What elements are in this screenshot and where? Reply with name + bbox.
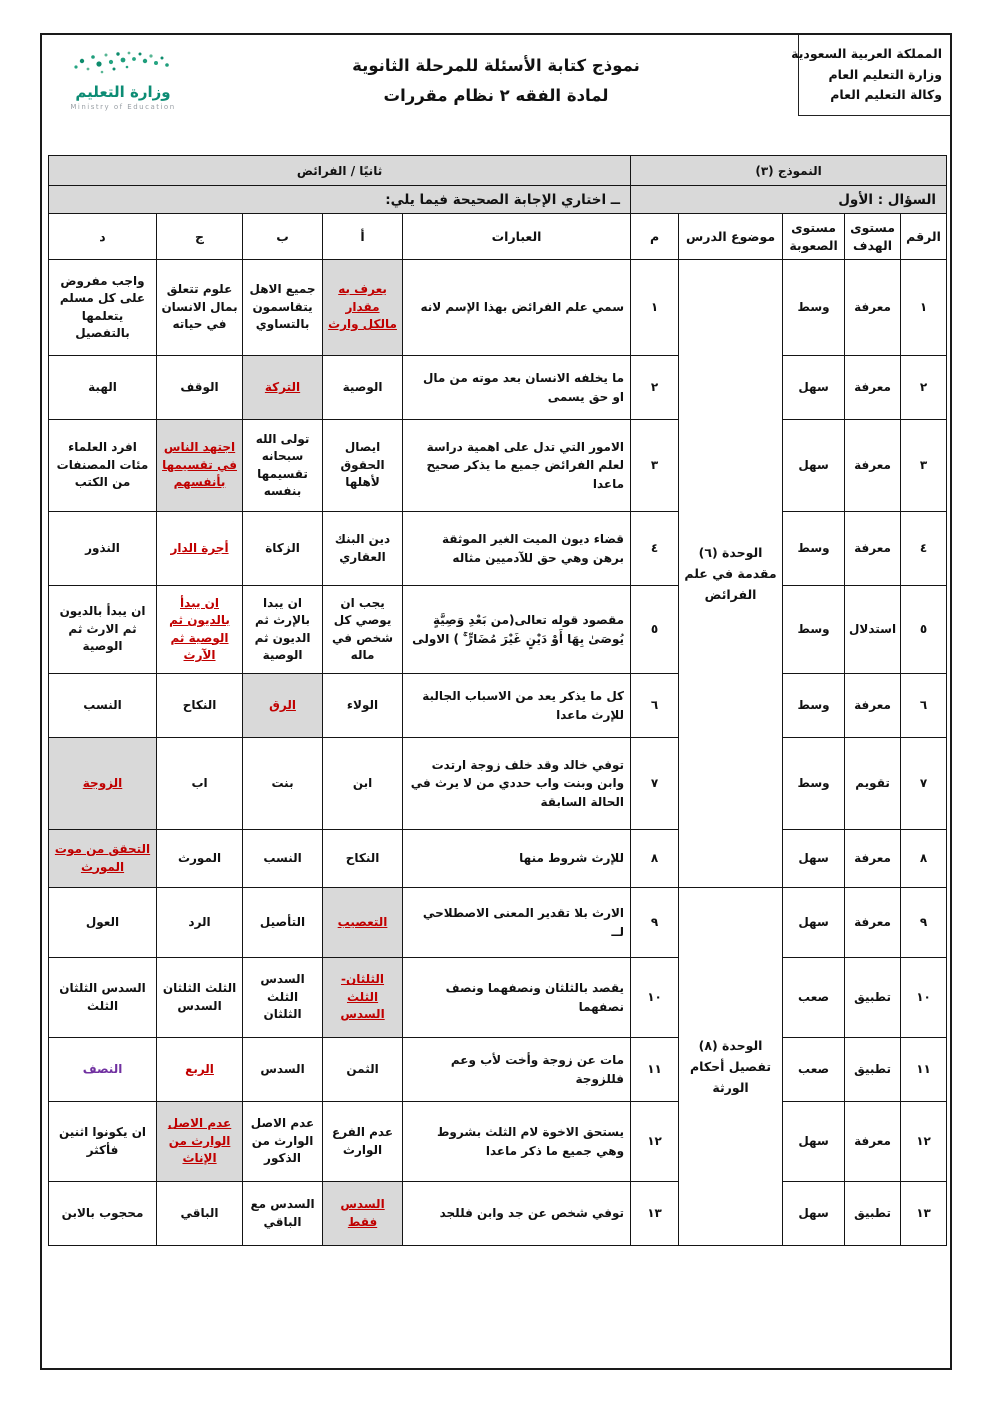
- option-c-cell: [157, 420, 243, 512]
- option-b-cell: [243, 738, 323, 830]
- option-text: ان يبدأ بالديون ثم الوصية ثم الآرث: [169, 595, 230, 662]
- option-text: الهبة: [88, 379, 117, 394]
- option-text: السدس فقط: [340, 1197, 385, 1229]
- option-a-cell: [323, 674, 403, 738]
- model-band-row: [49, 156, 947, 186]
- col-header-option-c: ج: [157, 214, 243, 260]
- statement-cell: قضاء ديون الميت الغير الموثقة برهن وهي حق للآدميين مثاله: [403, 512, 631, 586]
- row-number-cell: ٧: [901, 738, 947, 830]
- option-text: النصف: [82, 1061, 123, 1076]
- option-d-cell: [49, 738, 157, 830]
- option-text: النكاح: [182, 697, 217, 712]
- option-text: الوقف: [180, 379, 219, 394]
- option-c-cell: [157, 1038, 243, 1102]
- statement-cell: مقصود قوله تعالى(من بَعْدِ وَصِيَّةٍ يُوصَىٰ بِهَا أَوْ دَيْنٍ غَيْرَ مُضَارٍّ ۚ ) الاولى: [403, 586, 631, 674]
- difficulty-cell: وسط: [783, 586, 845, 674]
- row-number-cell: ٦: [901, 674, 947, 738]
- question-row: [49, 888, 947, 958]
- option-text: الرق: [269, 697, 296, 712]
- option-text: دين البنك العقاري: [334, 532, 391, 564]
- difficulty-cell: وسط: [783, 260, 845, 356]
- question-rows: [49, 260, 947, 1246]
- option-text: أجرة الدار: [170, 540, 229, 555]
- option-d-cell: [49, 356, 157, 420]
- option-c-cell: [157, 586, 243, 674]
- row-number-cell: ١: [901, 260, 947, 356]
- option-text: الثلثان- الثلث السدس: [340, 972, 385, 1022]
- document-title-block: [352, 51, 640, 110]
- option-c-cell: [157, 958, 243, 1038]
- option-text: عدم الفرع الوارث: [332, 1125, 394, 1157]
- row-number-cell: ١٢: [901, 1102, 947, 1182]
- option-d-cell: [49, 674, 157, 738]
- goal-level-cell: تطبيق: [845, 958, 901, 1038]
- difficulty-cell: سهل: [783, 1182, 845, 1246]
- option-c-cell: [157, 512, 243, 586]
- ministry-info-box: [791, 35, 950, 116]
- option-text: عدم الاصل الوارث من الذكور: [250, 1116, 315, 1166]
- goal-level-cell: معرفة: [845, 512, 901, 586]
- option-c-cell: [157, 1182, 243, 1246]
- statement-cell: يستحق الاخوة لام الثلث بشروط وهي جميع ما ذكر ماعدا: [403, 1102, 631, 1182]
- option-text: الثلث الثلثان السدس: [162, 981, 237, 1013]
- option-text: السدس: [260, 1061, 305, 1076]
- lesson-topic-cell: الوحدة (٦) مقدمة في علم الفرائض: [679, 260, 783, 888]
- page-frame: [40, 33, 952, 1370]
- question-row: [49, 1102, 947, 1182]
- question-band-row: [49, 186, 947, 214]
- option-text: يجب ان يوصي كل شخص في ماله: [332, 595, 394, 662]
- difficulty-cell: صعب: [783, 958, 845, 1038]
- difficulty-cell: سهل: [783, 830, 845, 888]
- statement-cell: مات عن زوجة وأخت لأب وعم فللزوجة: [403, 1038, 631, 1102]
- difficulty-cell: سهل: [783, 420, 845, 512]
- option-text: اجتهد الناس في تقسيمها بأنفسهم: [162, 440, 237, 490]
- section-label: ثانيًا / الفرائض: [49, 156, 631, 186]
- goal-level-cell: استدلال: [845, 586, 901, 674]
- col-header-lesson-topic: موضوع الدرس: [679, 214, 783, 260]
- question-number-cell: ٣: [631, 420, 679, 512]
- row-number-cell: ٩: [901, 888, 947, 958]
- option-text: تولى الله سبحانه تقسيمها بنفسه: [255, 431, 310, 498]
- question-number-cell: ١: [631, 260, 679, 356]
- option-d-cell: [49, 1038, 157, 1102]
- difficulty-cell: وسط: [783, 512, 845, 586]
- ministry-info-line3: وكالة التعليم العام: [830, 87, 942, 103]
- question-row: [49, 260, 947, 356]
- option-text: عدم الاصل الوارث من الإناث: [167, 1116, 232, 1166]
- option-text: ان يبدأ بالديون ثم الارث ثم الوصية: [59, 604, 146, 654]
- row-number-cell: ٤: [901, 512, 947, 586]
- statement-cell: الارث بلا تقدير المعنى الاصطلاحي لــ: [403, 888, 631, 958]
- difficulty-cell: سهل: [783, 1102, 845, 1182]
- option-text: النكاح: [345, 850, 380, 865]
- goal-level-cell: تطبيق: [845, 1038, 901, 1102]
- row-number-cell: ١١: [901, 1038, 947, 1102]
- option-b-cell: [243, 958, 323, 1038]
- option-text: المورث: [177, 850, 222, 865]
- option-text: ان يكونوا اثنين فأكثر: [58, 1125, 147, 1157]
- option-text: يعرف به مقدار مالكل وارث: [328, 282, 397, 332]
- option-c-cell: [157, 1102, 243, 1182]
- option-text: العول: [85, 914, 120, 929]
- column-header-row: [49, 214, 947, 260]
- option-c-cell: [157, 738, 243, 830]
- option-text: الولاء: [346, 697, 379, 712]
- statement-cell: للإرث شروط منها: [403, 830, 631, 888]
- statement-cell: سمي علم الفرائض بهذا الإسم لانه: [403, 260, 631, 356]
- option-a-cell: [323, 738, 403, 830]
- option-d-cell: [49, 586, 157, 674]
- col-header-option-d: د: [49, 214, 157, 260]
- goal-level-cell: معرفة: [845, 260, 901, 356]
- option-text: السدس الثلث الثلثان: [260, 972, 305, 1022]
- difficulty-cell: وسط: [783, 674, 845, 738]
- option-text: الثمن: [346, 1061, 379, 1076]
- questions-table: [48, 155, 947, 1246]
- difficulty-cell: صعب: [783, 1038, 845, 1102]
- statement-cell: ما يخلفه الانسان بعد موته من مال او حق يسمى: [403, 356, 631, 420]
- question-row: [49, 1182, 947, 1246]
- option-text: واجب مفروض على كل مسلم يتعلمها بالتفصيل: [59, 273, 146, 340]
- ministry-info-line1: المملكة العربية السعودية: [791, 46, 942, 61]
- question-number-cell: ٤: [631, 512, 679, 586]
- option-text: التحقق من موت المورث: [54, 842, 151, 874]
- model-label: النموذج (٣): [631, 156, 947, 186]
- goal-level-cell: معرفة: [845, 888, 901, 958]
- ministry-logo-arabic-wordmark: وزارة التعليم: [75, 83, 171, 101]
- question-number-cell: ٢: [631, 356, 679, 420]
- question-row: [49, 738, 947, 830]
- option-c-cell: [157, 888, 243, 958]
- option-text: جميع الاهل يتقاسمون بالتساوي: [249, 282, 316, 332]
- option-text: النسب: [263, 850, 302, 865]
- statement-cell: الامور التي تدل على اهمية دراسة لعلم الفرائض جميع ما يذكر صحيح ماعدا: [403, 420, 631, 512]
- question-row: [49, 958, 947, 1038]
- option-a-cell: [323, 512, 403, 586]
- row-number-cell: ٢: [901, 356, 947, 420]
- option-a-cell: [323, 1038, 403, 1102]
- option-text: النسب: [83, 697, 122, 712]
- document-title-line1: نموذج كتابة الأسئلة للمرحلة الثانوية: [352, 56, 640, 75]
- question-row: [49, 1038, 947, 1102]
- goal-level-cell: معرفة: [845, 830, 901, 888]
- option-text: السدس مع الباقي: [250, 1197, 315, 1229]
- lesson-topic-cell: الوحدة (٨) تفصيل أحكام الورثة: [679, 888, 783, 1246]
- row-number-cell: ٥: [901, 586, 947, 674]
- ministry-logo: [58, 45, 188, 111]
- option-text: اب: [191, 775, 208, 790]
- page-header: [42, 35, 950, 155]
- option-a-cell: [323, 356, 403, 420]
- option-b-cell: [243, 260, 323, 356]
- col-header-number: الرقم: [901, 214, 947, 260]
- option-d-cell: [49, 830, 157, 888]
- option-d-cell: [49, 420, 157, 512]
- col-header-statements: العبارات: [403, 214, 631, 260]
- question-row: [49, 674, 947, 738]
- question-row: [49, 586, 947, 674]
- goal-level-cell: معرفة: [845, 674, 901, 738]
- col-header-goal-level: مستوى الهدف: [845, 214, 901, 260]
- option-c-cell: [157, 674, 243, 738]
- option-text: علوم تتعلق بمال الانسان في حياته: [161, 282, 238, 332]
- question-number-cell: ١٣: [631, 1182, 679, 1246]
- option-b-cell: [243, 512, 323, 586]
- instruction-label: ــ اختاري الإجابة الصحيحة فيما يلي:: [49, 186, 631, 214]
- option-a-cell: [323, 260, 403, 356]
- option-b-cell: [243, 888, 323, 958]
- question-row: [49, 356, 947, 420]
- option-text: الربع: [185, 1061, 214, 1076]
- option-b-cell: [243, 356, 323, 420]
- option-a-cell: [323, 1182, 403, 1246]
- goal-level-cell: تقويم: [845, 738, 901, 830]
- option-text: الباقي: [180, 1205, 219, 1220]
- col-header-option-a: أ: [323, 214, 403, 260]
- option-c-cell: [157, 356, 243, 420]
- option-text: بنت: [271, 775, 294, 790]
- question-number-cell: ١٢: [631, 1102, 679, 1182]
- option-b-cell: [243, 1182, 323, 1246]
- question-number-cell: ٥: [631, 586, 679, 674]
- option-text: الرد: [188, 914, 211, 929]
- option-d-cell: [49, 888, 157, 958]
- option-text: التأصيل: [259, 914, 306, 929]
- option-a-cell: [323, 888, 403, 958]
- question-number-cell: ٧: [631, 738, 679, 830]
- option-text: التركة: [264, 379, 301, 394]
- document-title-line2: لمادة الفقه ٢ نظام مقررات: [383, 85, 609, 105]
- difficulty-cell: سهل: [783, 888, 845, 958]
- difficulty-cell: سهل: [783, 356, 845, 420]
- option-a-cell: [323, 830, 403, 888]
- question-number-cell: ١٠: [631, 958, 679, 1038]
- ministry-info-line2: وزارة التعليم العام: [828, 66, 942, 82]
- col-header-difficulty-level: مستوى الصعوبة: [783, 214, 845, 260]
- option-d-cell: [49, 1182, 157, 1246]
- row-number-cell: ١٣: [901, 1182, 947, 1246]
- goal-level-cell: معرفة: [845, 420, 901, 512]
- option-text: ايصال الحقوق لأهلها: [340, 440, 385, 490]
- option-b-cell: [243, 674, 323, 738]
- option-text: الزكاة: [265, 540, 300, 555]
- question-number-cell: ٩: [631, 888, 679, 958]
- question-label: السؤال : الأول: [631, 186, 947, 214]
- goal-level-cell: معرفة: [845, 356, 901, 420]
- option-text: الزوجة: [82, 775, 123, 790]
- option-c-cell: [157, 260, 243, 356]
- option-text: الوصية: [342, 379, 383, 394]
- option-a-cell: [323, 586, 403, 674]
- question-number-cell: ٨: [631, 830, 679, 888]
- ministry-logo-english-wordmark: Ministry of Education: [70, 103, 176, 111]
- option-c-cell: [157, 830, 243, 888]
- option-a-cell: [323, 958, 403, 1038]
- goal-level-cell: تطبيق: [845, 1182, 901, 1246]
- row-number-cell: ٣: [901, 420, 947, 512]
- col-header-m: م: [631, 214, 679, 260]
- goal-level-cell: معرفة: [845, 1102, 901, 1182]
- option-d-cell: [49, 958, 157, 1038]
- option-text: ان يبدا بالإرث ثم الديون ثم الوصية: [254, 595, 311, 662]
- option-a-cell: [323, 1102, 403, 1182]
- option-b-cell: [243, 420, 323, 512]
- difficulty-cell: وسط: [783, 738, 845, 830]
- option-text: التعصيب: [337, 914, 388, 929]
- ministry-logo-dots-icon: [64, 45, 182, 79]
- option-d-cell: [49, 260, 157, 356]
- option-text: النذور: [85, 540, 120, 555]
- statement-cell: كل ما يذكر يعد من الاسباب الجالبة للإرث ماعدا: [403, 674, 631, 738]
- question-number-cell: ٦: [631, 674, 679, 738]
- col-header-option-b: ب: [243, 214, 323, 260]
- option-b-cell: [243, 586, 323, 674]
- option-a-cell: [323, 420, 403, 512]
- option-d-cell: [49, 512, 157, 586]
- statement-cell: توفي شخص عن جد وابن فللجد: [403, 1182, 631, 1246]
- option-text: ابن: [352, 775, 373, 790]
- option-text: السدس الثلثان الثلث: [59, 981, 146, 1013]
- question-row: [49, 420, 947, 512]
- statement-cell: توفي خالد وقد خلف زوجة ارتدت وابن وبنت واب حددي من لا يرث في الحالة السابقة: [403, 738, 631, 830]
- option-b-cell: [243, 1038, 323, 1102]
- question-number-cell: ١١: [631, 1038, 679, 1102]
- row-number-cell: ٨: [901, 830, 947, 888]
- question-row: [49, 512, 947, 586]
- option-b-cell: [243, 1102, 323, 1182]
- statement-cell: يقصد بالثلثان ونصفهما ونصف نصفهما: [403, 958, 631, 1038]
- option-text: افرد العلماء مئات المصنفات من الكتب: [56, 440, 149, 490]
- option-text: محجوب بالابن: [61, 1205, 144, 1220]
- option-b-cell: [243, 830, 323, 888]
- option-d-cell: [49, 1102, 157, 1182]
- question-row: [49, 830, 947, 888]
- row-number-cell: ١٠: [901, 958, 947, 1038]
